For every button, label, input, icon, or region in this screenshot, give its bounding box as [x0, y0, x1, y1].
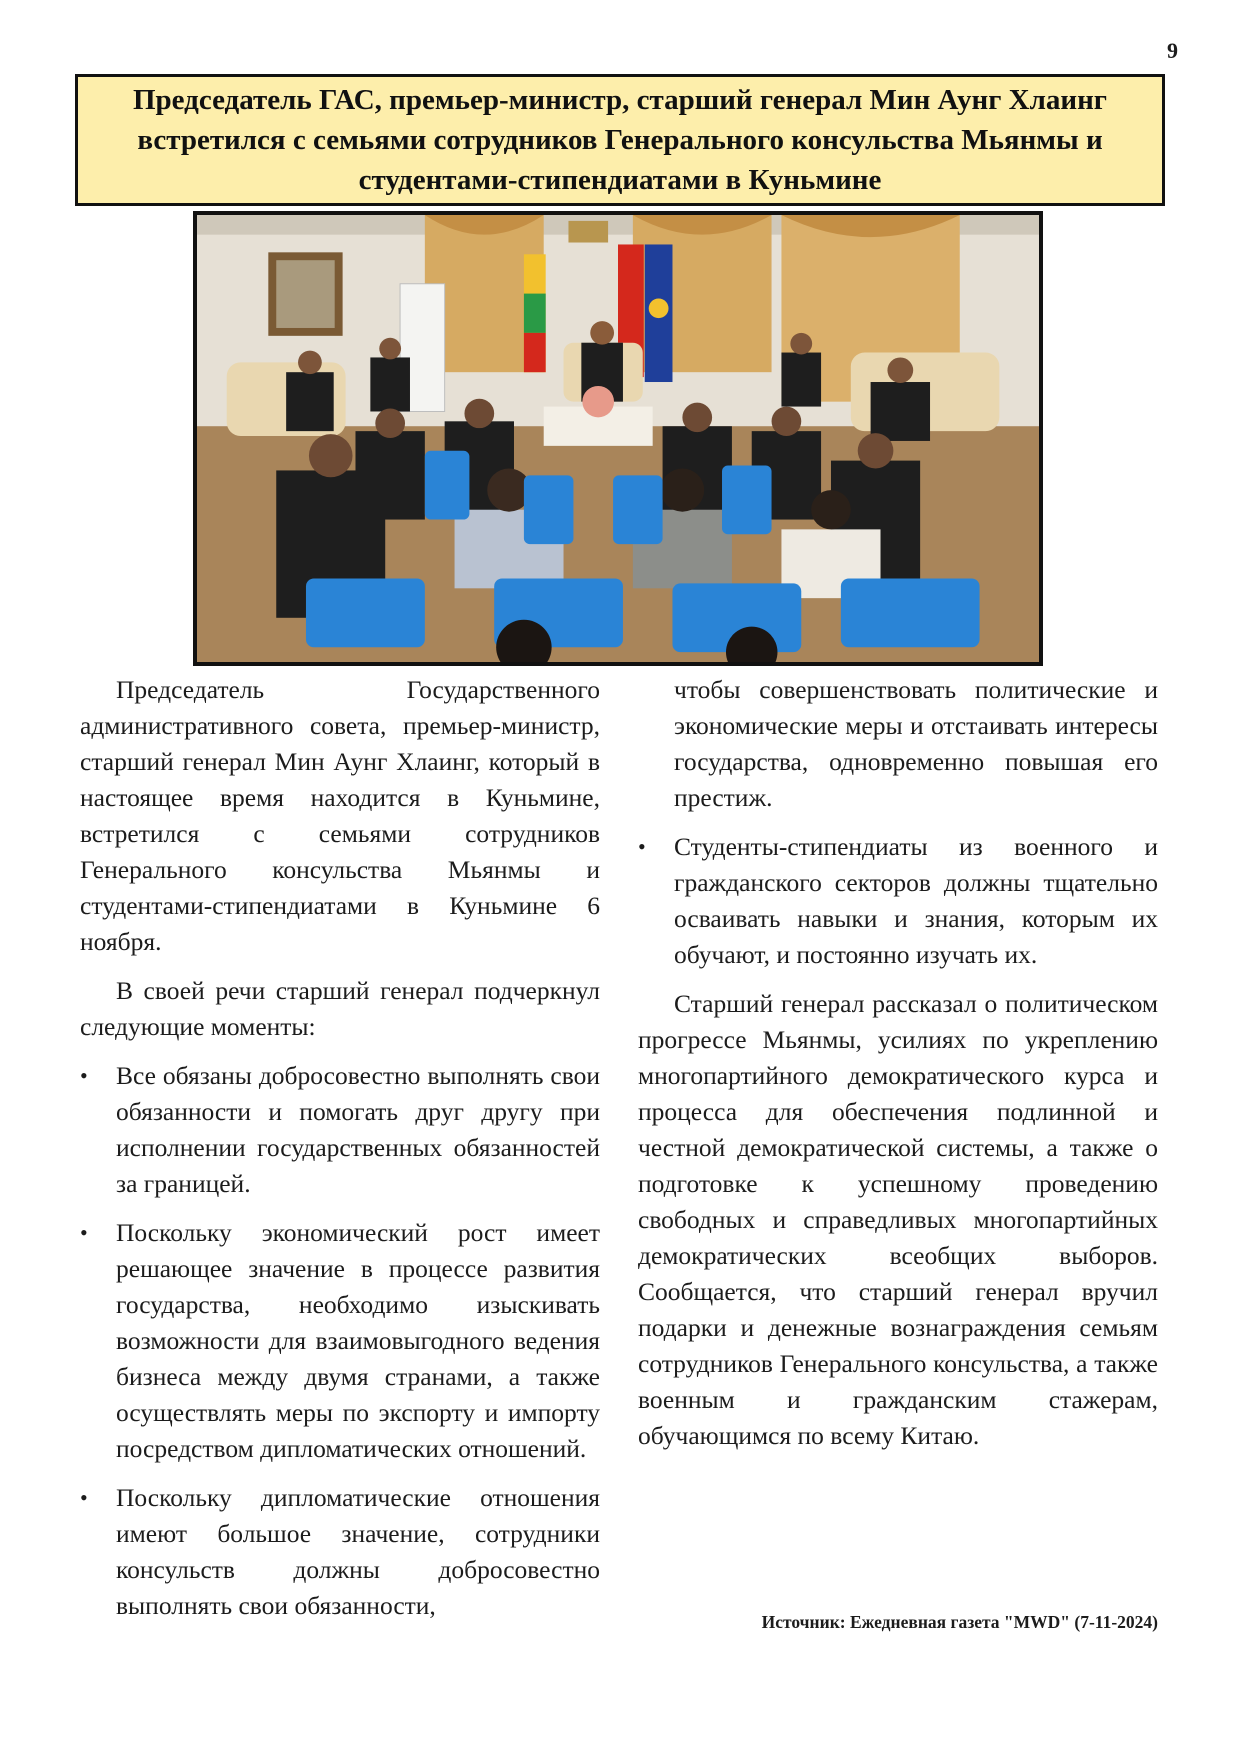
headline-box: [75, 74, 1165, 206]
bullet-icon: •: [638, 834, 646, 859]
list-item-text: Студенты-стипендиаты из военного и гражданского секторов должны тщательно осваивать навыки и знания, которым их обучают, и постоянно изучать их.: [674, 832, 1158, 969]
bullet-icon: •: [80, 1220, 88, 1245]
bullet-icon: •: [80, 1063, 88, 1088]
list-item-text: Поскольку дипломатические отношения имеют большое значение, сотрудники консульств должны добросовестно выполнять свои обязанности,: [116, 1483, 600, 1620]
page-number: 9: [1167, 38, 1178, 63]
list-item: [80, 1058, 600, 1202]
list-item: [80, 1215, 600, 1467]
source-credit: Источник: Ежедневная газета "MWD" (7-11-2024): [761, 1612, 1158, 1632]
list-item: [638, 829, 1158, 973]
list-item: [80, 1480, 600, 1624]
headline: Председатель ГАС, премьер-министр, старший генерал Мин Аунг Хлаинг встретился с семьями сотрудников Генерального консульства Мьянмы и студентами-стипендиатами в Куньмине: [133, 84, 1107, 196]
list-item-text: Поскольку экономический рост имеет решающее значение в процессе развития государства, необходимо изыскивать возможности для взаимовыгодного ведения бизнеса между двумя странами, а также осуществлять меры по экспорту и импорту посредством дипломатических отношений.: [116, 1218, 600, 1463]
speech-intro-paragraph: В своей речи старший генерал подчеркнул следующие моменты:: [80, 976, 600, 1041]
closing-paragraph: Старший генерал рассказал о политическом прогрессе Мьянмы, усилиях по укреплению многопартийного демократического курса и процесса для обеспечения подлинной и честной демократической системы, а также о подготовке к успешному проведению свободных и справедливых многопартийных демократических всеобщих выборов. Сообщается, что старший генерал вручил подарки и денежные вознаграждения семьям сотрудников Генерального консульства, а также военным и гражданским стажерам, обучающимся по всему Китаю.: [638, 989, 1158, 1450]
meeting-photo: [193, 211, 1043, 666]
intro-paragraph: Председатель Государственного административного совета, премьер-министр, старший генерал Мин Аунг Хлаинг, который в настоящее время находится в Куньмине, встретился с семьями сотрудников Генерального консульства Мьянмы и студентами-стипендиатами в Куньмине 6 ноября.: [80, 675, 600, 956]
speech-points-list-continued: [638, 829, 1158, 973]
right-column: [638, 672, 1158, 1467]
left-column: [80, 672, 600, 1637]
bullet-icon: •: [80, 1485, 88, 1510]
meeting-photo-icon: [197, 215, 1039, 662]
continuation-paragraph: чтобы совершенствовать политические и экономические меры и отстаивать интересы государства, одновременно повышая его престиж.: [674, 675, 1158, 812]
speech-points-list: [80, 1058, 600, 1624]
list-item-text: Все обязаны добросовестно выполнять свои обязанности и помогать друг другу при исполнении государственных обязанностей за границей.: [116, 1061, 600, 1198]
